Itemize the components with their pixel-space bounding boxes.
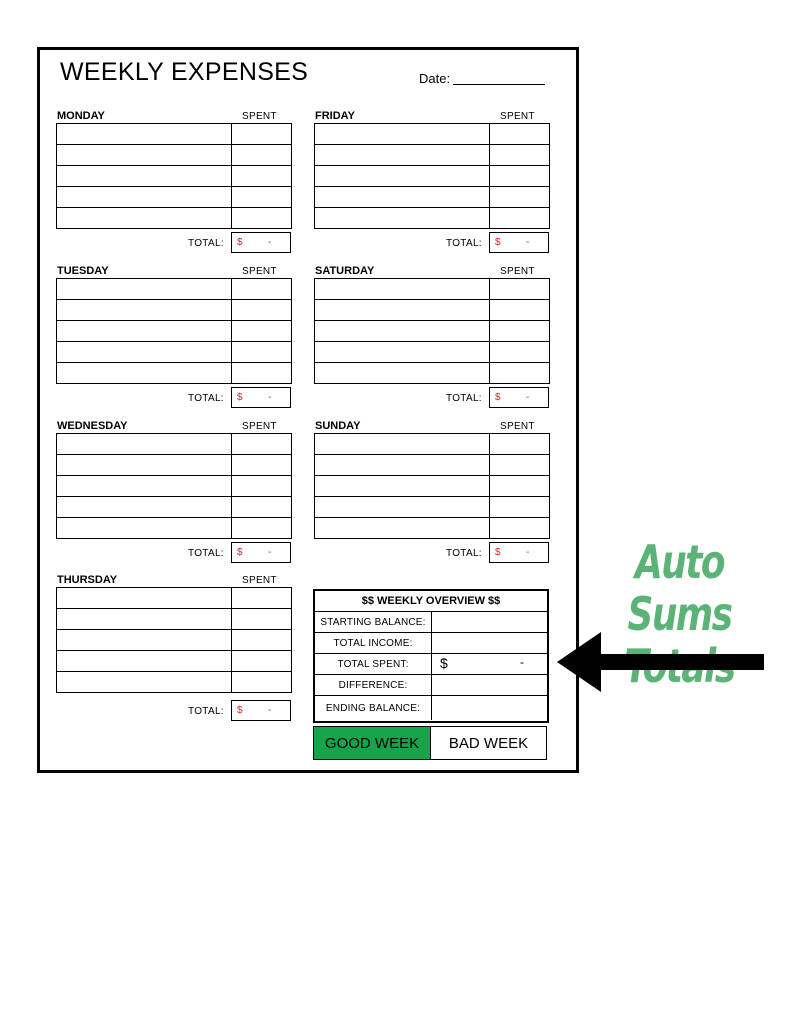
- expense-rows: [56, 278, 292, 384]
- day-name: SUNDAY: [315, 420, 361, 432]
- expense-row: [315, 124, 549, 145]
- expense-amount-cell[interactable]: [490, 455, 549, 475]
- overview-row-total-spent: [315, 654, 547, 675]
- expense-description-cell[interactable]: [315, 363, 490, 383]
- total-currency: $: [495, 392, 501, 403]
- expense-amount-cell[interactable]: [490, 342, 549, 362]
- expense-description-cell[interactable]: [57, 124, 232, 144]
- expense-row: [57, 434, 291, 455]
- expense-row: [57, 455, 291, 476]
- spent-header: SPENT: [500, 421, 535, 432]
- overview-row-total-income: [315, 633, 547, 654]
- day-name: FRIDAY: [315, 110, 355, 122]
- expense-description-cell[interactable]: [315, 145, 490, 165]
- expense-amount-cell[interactable]: [232, 363, 291, 383]
- expense-description-cell[interactable]: [57, 518, 232, 538]
- expense-amount-cell[interactable]: [490, 166, 549, 186]
- day-total-box: [489, 387, 549, 408]
- expense-description-cell[interactable]: [57, 208, 232, 228]
- expense-amount-cell[interactable]: [490, 363, 549, 383]
- spent-header: SPENT: [500, 266, 535, 277]
- overview-value: -: [520, 655, 524, 669]
- bad-week-button[interactable]: BAD WEEK: [431, 727, 546, 759]
- expense-row: [57, 476, 291, 497]
- expense-description-cell[interactable]: [315, 321, 490, 341]
- expense-row: [57, 321, 291, 342]
- day-total-box: [231, 387, 291, 408]
- overview-label: STARTING BALANCE:: [315, 612, 432, 632]
- expense-amount-cell[interactable]: [232, 279, 291, 299]
- spent-header: SPENT: [242, 575, 277, 586]
- expense-amount-cell[interactable]: [232, 208, 291, 228]
- total-value: -: [268, 547, 272, 558]
- expense-amount-cell[interactable]: [232, 300, 291, 320]
- expense-amount-cell[interactable]: [490, 497, 549, 517]
- expense-description-cell[interactable]: [57, 187, 232, 207]
- expense-description-cell[interactable]: [57, 476, 232, 496]
- expense-row: [57, 651, 291, 672]
- expense-row: [57, 166, 291, 187]
- expense-amount-cell[interactable]: [232, 124, 291, 144]
- expense-description-cell[interactable]: [315, 497, 490, 517]
- expense-row: [315, 434, 549, 455]
- day-block-monday: [56, 110, 292, 249]
- overview-row-starting-balance: [315, 612, 547, 633]
- arrow-left-icon: [555, 630, 767, 694]
- day-block-sunday: [314, 420, 550, 559]
- overview-label: DIFFERENCE:: [315, 675, 432, 695]
- expense-rows: [56, 587, 292, 693]
- overview-currency: $: [440, 655, 448, 671]
- day-block-tuesday: [56, 265, 292, 404]
- total-value: -: [526, 392, 530, 403]
- day-total-box: [231, 700, 291, 721]
- expense-row: [57, 187, 291, 208]
- overview-value-cell[interactable]: [432, 696, 547, 720]
- expense-row: [57, 145, 291, 166]
- expense-row: [57, 279, 291, 300]
- expense-amount-cell[interactable]: [232, 672, 291, 692]
- total-currency: $: [237, 547, 243, 558]
- total-currency: $: [237, 705, 243, 716]
- expense-amount-cell[interactable]: [232, 187, 291, 207]
- overview-row-ending-balance: [315, 696, 547, 720]
- overview-value-cell: [432, 654, 547, 674]
- day-name: WEDNESDAY: [57, 420, 128, 432]
- overview-value-cell[interactable]: [432, 633, 547, 653]
- total-label: TOTAL:: [188, 548, 224, 559]
- expense-amount-cell[interactable]: [232, 651, 291, 671]
- total-label: TOTAL:: [446, 548, 482, 559]
- spent-header: SPENT: [500, 111, 535, 122]
- expense-description-cell[interactable]: [57, 455, 232, 475]
- expense-row: [57, 588, 291, 609]
- expense-row: [57, 609, 291, 630]
- total-label: TOTAL:: [188, 706, 224, 717]
- expense-row: [315, 363, 549, 383]
- overview-value-cell[interactable]: [432, 612, 547, 632]
- expense-amount-cell[interactable]: [232, 630, 291, 650]
- day-name: TUESDAY: [57, 265, 109, 277]
- expense-description-cell[interactable]: [57, 434, 232, 454]
- expense-description-cell[interactable]: [315, 434, 490, 454]
- day-block-thursday: [56, 574, 292, 717]
- expense-rows: [56, 123, 292, 229]
- expense-description-cell[interactable]: [57, 363, 232, 383]
- expense-amount-cell[interactable]: [232, 342, 291, 362]
- expense-amount-cell[interactable]: [232, 518, 291, 538]
- expense-row: [315, 145, 549, 166]
- date-field: [419, 71, 545, 86]
- expense-description-cell[interactable]: [57, 145, 232, 165]
- expense-row: [57, 518, 291, 538]
- expense-row: [57, 497, 291, 518]
- good-week-button[interactable]: GOOD WEEK: [314, 727, 431, 759]
- spent-header: SPENT: [242, 111, 277, 122]
- expense-amount-cell[interactable]: [232, 434, 291, 454]
- expense-row: [57, 342, 291, 363]
- expense-row: [315, 300, 549, 321]
- total-label: TOTAL:: [188, 238, 224, 249]
- date-input-line[interactable]: [453, 72, 545, 85]
- expense-rows: [314, 123, 550, 229]
- expense-row: [57, 124, 291, 145]
- expense-description-cell[interactable]: [57, 321, 232, 341]
- overview-row-difference: [315, 675, 547, 696]
- expense-row: [315, 497, 549, 518]
- expense-description-cell[interactable]: [57, 166, 232, 186]
- expense-row: [315, 166, 549, 187]
- expense-amount-cell[interactable]: [232, 476, 291, 496]
- expense-amount-cell[interactable]: [232, 321, 291, 341]
- overview-label: TOTAL SPENT:: [315, 654, 432, 674]
- spent-header: SPENT: [242, 266, 277, 277]
- expense-description-cell[interactable]: [315, 124, 490, 144]
- day-block-friday: [314, 110, 550, 249]
- expense-amount-cell[interactable]: [232, 609, 291, 629]
- expense-sheet: [37, 47, 579, 773]
- total-label: TOTAL:: [446, 393, 482, 404]
- expense-amount-cell[interactable]: [490, 476, 549, 496]
- expense-amount-cell[interactable]: [490, 518, 549, 538]
- expense-row: [315, 518, 549, 538]
- expense-description-cell[interactable]: [57, 672, 232, 692]
- expense-row: [315, 342, 549, 363]
- callout-line-1: Auto Sums: [627, 535, 732, 641]
- expense-row: [57, 208, 291, 228]
- expense-description-cell[interactable]: [57, 651, 232, 671]
- expense-description-cell[interactable]: [315, 300, 490, 320]
- expense-description-cell[interactable]: [315, 455, 490, 475]
- expense-amount-cell[interactable]: [232, 497, 291, 517]
- expense-description-cell[interactable]: [57, 342, 232, 362]
- expense-row: [315, 455, 549, 476]
- expense-row: [315, 208, 549, 228]
- expense-rows: [314, 278, 550, 384]
- date-label: Date:: [419, 71, 451, 86]
- expense-amount-cell[interactable]: [232, 455, 291, 475]
- expense-amount-cell[interactable]: [232, 145, 291, 165]
- expense-description-cell[interactable]: [315, 208, 490, 228]
- expense-row: [315, 321, 549, 342]
- expense-row: [57, 630, 291, 651]
- expense-description-cell[interactable]: [57, 300, 232, 320]
- total-value: -: [268, 705, 272, 716]
- expense-description-cell[interactable]: [57, 279, 232, 299]
- day-name: SATURDAY: [315, 265, 375, 277]
- total-currency: $: [495, 547, 501, 558]
- day-name: THURSDAY: [57, 574, 118, 586]
- expense-description-cell[interactable]: [315, 476, 490, 496]
- overview-value-cell[interactable]: [432, 675, 547, 695]
- expense-amount-cell[interactable]: [232, 166, 291, 186]
- expense-amount-cell[interactable]: [232, 588, 291, 608]
- total-label: TOTAL:: [446, 238, 482, 249]
- spent-header: SPENT: [242, 421, 277, 432]
- expense-amount-cell[interactable]: [490, 279, 549, 299]
- expense-description-cell[interactable]: [315, 279, 490, 299]
- expense-description-cell[interactable]: [57, 588, 232, 608]
- day-total-box: [231, 542, 291, 563]
- expense-description-cell[interactable]: [315, 518, 490, 538]
- weekly-overview-table: [313, 589, 549, 723]
- overview-label: TOTAL INCOME:: [315, 633, 432, 653]
- day-total-box: [489, 542, 549, 563]
- overview-title: $$ WEEKLY OVERVIEW $$: [315, 591, 547, 612]
- expense-rows: [314, 433, 550, 539]
- day-total-box: [489, 232, 549, 253]
- page-title: WEEKLY EXPENSES: [60, 58, 309, 86]
- expense-amount-cell[interactable]: [490, 124, 549, 144]
- expense-row: [315, 187, 549, 208]
- total-value: -: [268, 237, 272, 248]
- overview-label: ENDING BALANCE:: [315, 696, 432, 720]
- expense-row: [57, 363, 291, 383]
- expense-description-cell[interactable]: [315, 187, 490, 207]
- expense-amount-cell[interactable]: [490, 145, 549, 165]
- expense-amount-cell[interactable]: [490, 434, 549, 454]
- day-total-box: [231, 232, 291, 253]
- total-value: -: [268, 392, 272, 403]
- expense-amount-cell[interactable]: [490, 300, 549, 320]
- day-block-wednesday: [56, 420, 292, 559]
- total-value: -: [526, 237, 530, 248]
- expense-description-cell[interactable]: [315, 166, 490, 186]
- expense-description-cell[interactable]: [57, 497, 232, 517]
- day-name: MONDAY: [57, 110, 105, 122]
- total-label: TOTAL:: [188, 393, 224, 404]
- expense-description-cell[interactable]: [315, 342, 490, 362]
- total-currency: $: [237, 392, 243, 403]
- expense-row: [57, 672, 291, 692]
- expense-row: [57, 300, 291, 321]
- total-value: -: [526, 547, 530, 558]
- total-currency: $: [237, 237, 243, 248]
- day-block-saturday: [314, 265, 550, 404]
- expense-row: [315, 279, 549, 300]
- expense-rows: [56, 433, 292, 539]
- expense-amount-cell[interactable]: [490, 187, 549, 207]
- total-currency: $: [495, 237, 501, 248]
- expense-row: [315, 476, 549, 497]
- expense-amount-cell[interactable]: [490, 321, 549, 341]
- expense-amount-cell[interactable]: [490, 208, 549, 228]
- week-rating: [313, 726, 547, 760]
- expense-description-cell[interactable]: [57, 609, 232, 629]
- expense-description-cell[interactable]: [57, 630, 232, 650]
